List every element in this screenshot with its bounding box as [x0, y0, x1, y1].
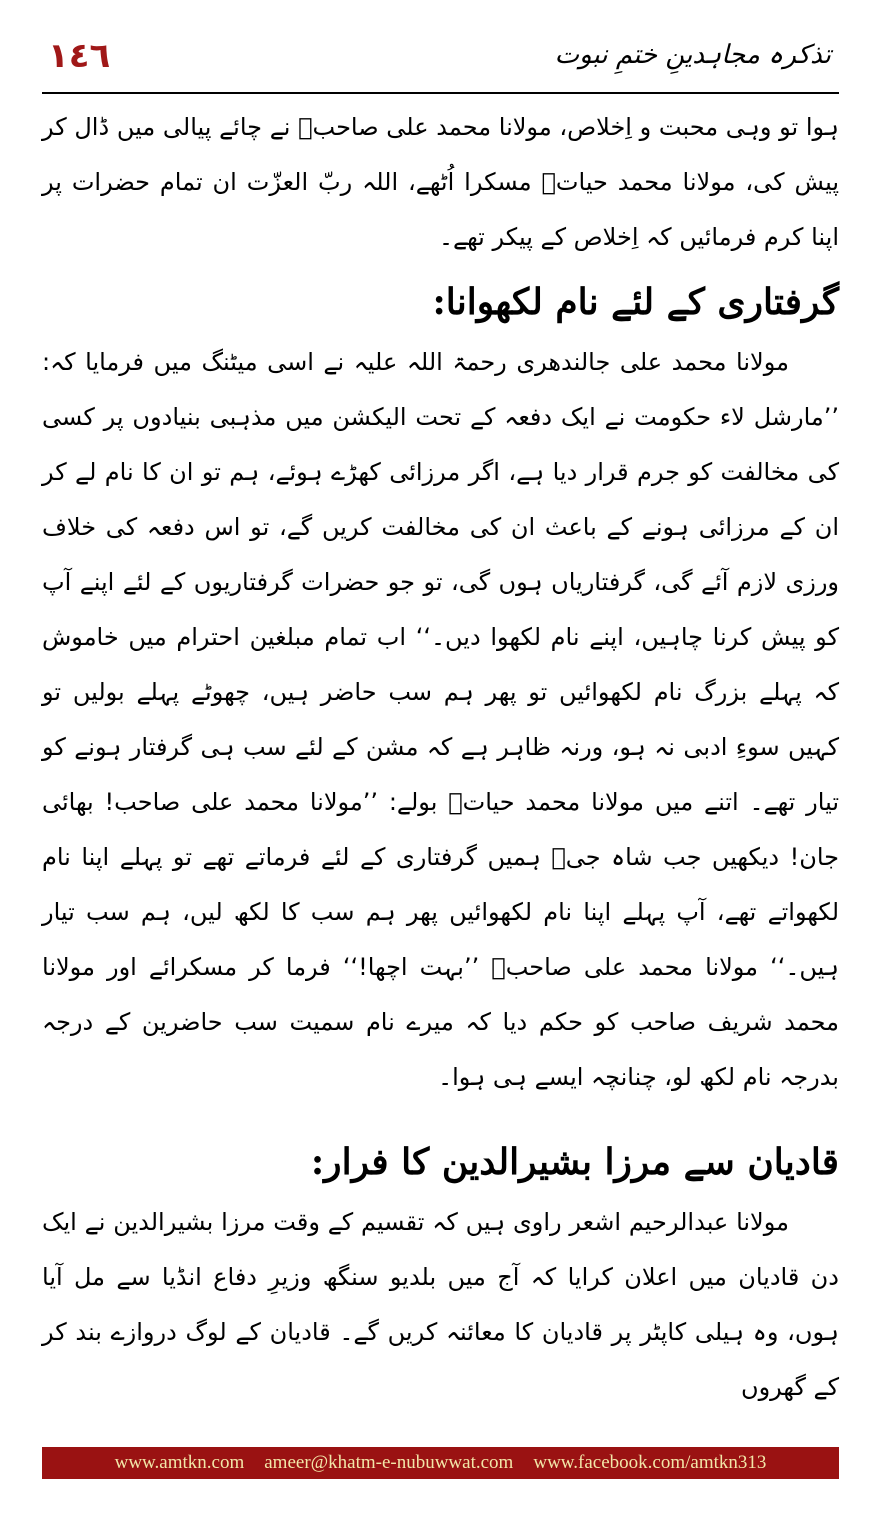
paragraph-1: ہوا تو وہی محبت و اِخلاص، مولانا محمد علی صاحبؒ نے چائے پیالی میں ڈال کر پیش کی، مولانا محمد حیاتؒ مسکرا اُٹھے، اللہ ربّ العزّت ان تمام حضرات پر اپنا کرم فرمائیں کہ اِخلاص کے پیکر تھے۔ — [42, 113, 839, 251]
footer-facebook-link[interactable]: www.facebook.com/amtkn313 — [533, 1452, 767, 1473]
paragraph-2: مولانا محمد علی جالندھری رحمۃ اللہ علیہ نے اسی میٹنگ میں فرمایا کہ: ’’مارشل لاء حکومت نے ایک دفعہ کے تحت الیکشن میں مذہبی بنیادوں پر کسی کی مخالفت کو جرم قرار دیا ہے، اگر مرزائی کھڑے ہوئے، ہم تو ان کا نام لے کر ان کے مرزائی ہونے کے باعث ان کی مخالفت کریں گے، تو اس دفعہ کی خلاف ورزی لازم آئے گی، گرفتاریاں ہوں گی، تو جو حضرات گرفتاریوں کے لئے اپنے آپ کو پیش کرنا چاہیں، اپنے نام لکھوا دیں۔‘‘ اب تمام مبلغین احترام میں خاموش کہ پہلے بزرگ نام لکھوائیں تو پھر ہم سب حاضر ہیں، چھوٹے پہلے بولیں تو کہیں سوءِ ادبی نہ ہو، ورنہ ظاہر ہے کہ مشن کے لئے سب ہی گرفتار ہونے کو تیار تھے۔ اتنے میں مولانا محمد حیاتؒ بولے: ’’مولانا محمد علی صاحب! بھائی جان! دیکھیں جب شاہ جیؒ ہمیں گرفتاری کے لئے فرماتے تھے تو پہلے اپنا نام لکھواتے تھے، آپ پہلے اپنا نام لکھوائیں پھر ہم سب کا لکھ لیں، ہم سب تیار ہیں۔‘‘ مولانا محمد علی صاحبؒ ’’بہت اچھا!‘‘ فرما کر مسکرائے اور مولانا محمد شریف صاحب کو حکم دیا کہ میرے نام سمیت سب حاضرین کے درجہ بدرجہ نام لکھ لو، چنانچہ ایسے ہی ہوا۔ — [42, 348, 839, 1091]
section-heading-qadian-escape: قادیان سے مرزا بشیرالدین کا فرار: — [310, 1141, 839, 1183]
footer-website-link[interactable]: www.amtkn.com — [114, 1452, 245, 1473]
paragraph-3: مولانا عبدالرحیم اشعر راوی ہیں کہ تقسیم کے وقت مرزا بشیرالدین نے ایک دن قادیان میں اعلان کرایا کہ آج میں بلدیو سنگھ وزیرِ دفاع انڈیا سے مل آیا ہوں، وہ ہیلی کاپٹر پر قادیان کا معائنہ کریں گے۔ قادیان کے لوگ دروازے بند کر کے گھروں — [42, 1208, 839, 1401]
header-divider — [42, 92, 839, 94]
footer-bar — [42, 1447, 839, 1479]
page-number: ١٤٦ — [48, 36, 111, 76]
section-heading-arrest-names: گرفتاری کے لئے نام لکھوانا: — [432, 281, 839, 323]
footer-email-link[interactable]: ameer@khatm-e-nubuwwat.com — [264, 1452, 514, 1473]
page-body — [42, 100, 839, 1415]
book-title: تذکرہ مجاہدینِ ختمِ نبوت — [554, 40, 831, 70]
